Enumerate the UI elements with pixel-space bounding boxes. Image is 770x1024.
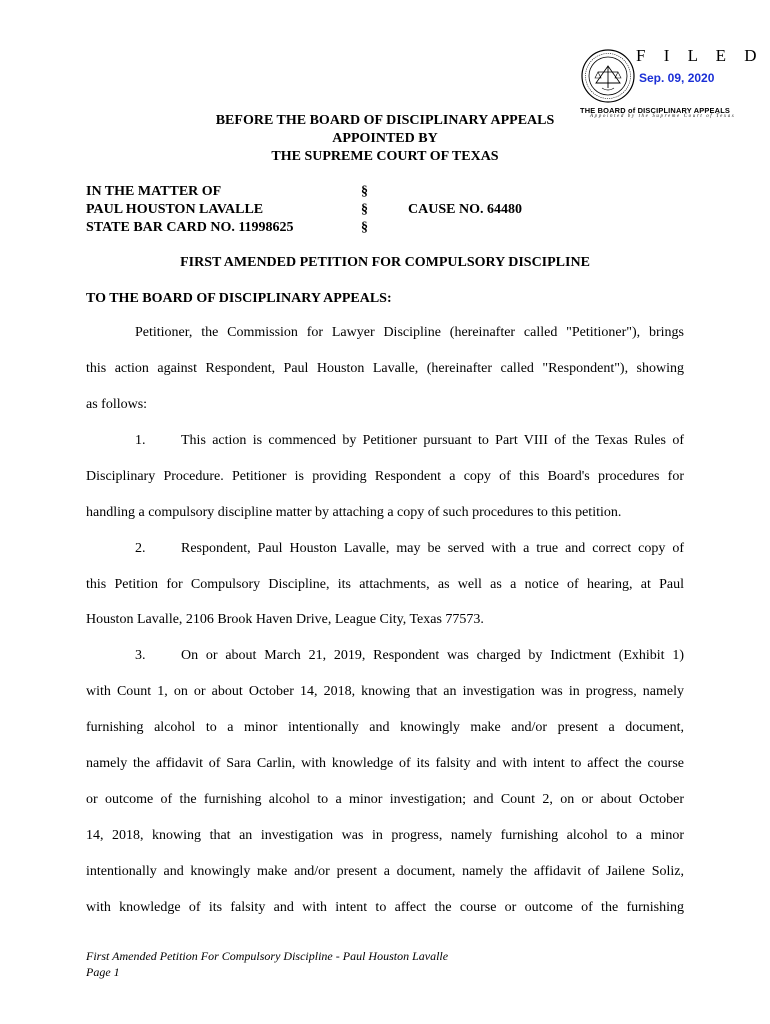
paragraph-line: with knowledge of its falsity and with intent to affect the course or outcome of the furnishing <box>86 900 684 915</box>
paragraph-line: handling a compulsory discipline matter by attaching a copy of such procedures to this petition. <box>86 505 622 520</box>
section-mark: § <box>361 184 368 199</box>
section-mark: § <box>361 220 368 235</box>
intro-line: this action against Respondent, Paul Houston Lavalle, (hereinafter called "Respondent"), showing <box>86 361 684 376</box>
paragraph-line: On or about March 21, 2019, Respondent was charged by Indictment (Exhibit 1) <box>181 648 684 663</box>
heading-line-2: APPOINTED BY <box>332 131 438 146</box>
paragraph-line: This action is commenced by Petitioner pursuant to Part VIII of the Texas Rules of <box>181 433 684 448</box>
stamp-appointed-text: Appointed by the Supreme Court of Texas <box>590 114 736 119</box>
filed-date: Sep. 09, 2020 <box>639 71 715 85</box>
caption-section-marks <box>361 183 368 237</box>
paragraph-number: 1. <box>135 433 146 448</box>
footer-title: First Amended Petition For Compulsory Discipline - Paul Houston Lavalle <box>86 949 449 963</box>
salutation: TO THE BOARD OF DISCIPLINARY APPEALS: <box>86 291 392 306</box>
cause-number: CAUSE NO. 64480 <box>408 202 522 217</box>
caption-line: PAUL HOUSTON LAVALLE <box>86 202 264 217</box>
intro-line: Petitioner, the Commission for Lawyer Discipline (hereinafter called "Petitioner"), brings <box>135 325 684 340</box>
paragraph-line: Houston Lavalle, 2106 Brook Haven Drive, League City, Texas 77573. <box>86 612 484 627</box>
stamp-board-name: THE BOARD of DISCIPLINARY APPEALS <box>580 106 731 115</box>
court-seal-icon <box>580 48 636 104</box>
document-title: FIRST AMENDED PETITION FOR COMPULSORY DISCIPLINE <box>180 255 590 270</box>
intro-line: as follows: <box>86 397 148 412</box>
paragraph-line: or outcome of the furnishing alcohol to a minor investigation; and Count 2, on or about October <box>86 792 684 807</box>
paragraph-line: Disciplinary Procedure. Petitioner is providing Respondent a copy of this Board's procedures for <box>86 469 684 484</box>
paragraph-line: furnishing alcohol to a minor intentionally and knowingly make and/or present a document, <box>86 720 684 735</box>
paragraph-number: 3. <box>135 648 146 663</box>
paragraph-line: 14, 2018, knowing that an investigation was in progress, namely furnishing alcohol to a minor <box>86 828 684 843</box>
paragraph-line: with Count 1, on or about October 14, 2018, knowing that an investigation was in progress, namely <box>86 684 684 699</box>
section-mark: § <box>361 202 368 217</box>
caption-line: STATE BAR CARD NO. 11998625 <box>86 220 294 235</box>
paragraph-line: this Petition for Compulsory Discipline, its attachments, as well as a notice of hearing, at Paul <box>86 577 684 592</box>
heading-line-1: BEFORE THE BOARD OF DISCIPLINARY APPEALS <box>215 113 555 128</box>
page-footer <box>86 948 448 980</box>
caption-matter <box>86 183 294 237</box>
footer-page-number: Page 1 <box>86 965 120 979</box>
heading-line-3: THE SUPREME COURT OF TEXAS <box>271 149 499 164</box>
paragraph-number: 2. <box>135 541 146 556</box>
paragraph-line: Respondent, Paul Houston Lavalle, may be served with a true and correct copy of <box>181 541 684 556</box>
paragraph-line: intentionally and knowingly make and/or present a document, namely the affidavit of Jailene Soliz, <box>86 864 684 879</box>
filed-label: F I L E D <box>636 46 764 65</box>
paragraph-line: namely the affidavit of Sara Carlin, with knowledge of its falsity and with intent to affect the course <box>86 756 684 771</box>
caption-line: IN THE MATTER OF <box>86 184 222 199</box>
